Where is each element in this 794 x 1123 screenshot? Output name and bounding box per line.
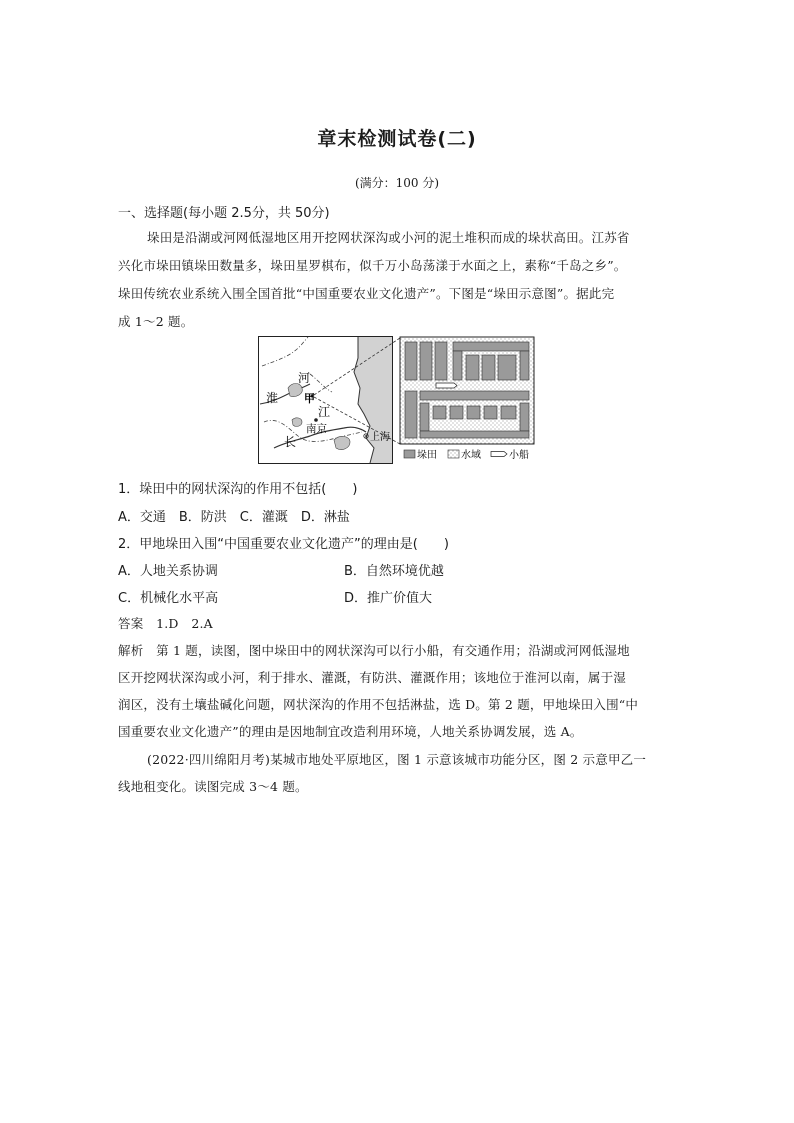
section-heading: 一、选择题(每小题 2.5分，共 50分)	[118, 206, 330, 221]
legend-water-label: 水域	[461, 450, 481, 461]
analysis-line-1: 解析 第 1 题，读图，图中垛田中的网状深沟可以行小船，有交通作用；沿湖或河网低湿地	[118, 643, 630, 658]
map-label-jiang: 江	[318, 405, 331, 419]
duotian-figure	[258, 336, 536, 464]
location-map	[259, 337, 393, 464]
analysis-line-3: 润区，没有土壤盐碱化问题，网状深沟的作用不包括淋盐，选 D。第 2 题，甲地垛田入围“中	[118, 697, 639, 712]
question-1-stem: 1．垛田中的网状深沟的作用不包括( )	[118, 482, 358, 497]
question-2-option-a: A．人地关系协调	[118, 564, 218, 579]
map-label-he: 河	[298, 371, 311, 385]
map-label-chang: 长	[284, 435, 297, 449]
map-label-jia: 甲	[304, 392, 315, 405]
passage1-line-2: 兴化市垛田镇垛田数量多，垛田星罗棋布，似千万小岛荡漾于水面之上，素称“千岛之乡”。	[118, 258, 627, 273]
passage1-line-4: 成 1～2 题。	[118, 314, 194, 329]
analysis-line-4: 国重要农业文化遗产”的理由是因地制宜改造利用环境，人地关系协调发展，选 A。	[118, 724, 583, 739]
score-note: (满分：100 分)	[354, 176, 440, 190]
question-2-option-c: C．机械化水平高	[118, 591, 219, 606]
question-2-option-d: D．推广价值大	[344, 591, 433, 606]
map-label-shanghai: 上海	[370, 432, 390, 443]
boat-icon	[436, 383, 457, 388]
question-1-options: A．交通 B．防洪 C．灌溉 D．淋盐	[118, 510, 350, 525]
legend-duotian-swatch	[404, 450, 415, 458]
analysis-line-2: 区开挖网状深沟或小河，利于排水、灌溉，有防洪、灌溉作用；该地位于淮河以南，属于湿	[118, 670, 627, 685]
question-2-stem: 2．甲地垛田入围“中国重要农业文化遗产”的理由是( )	[118, 537, 449, 552]
passage1-line-3: 垛田传统农业系统入围全国首批“中国重要农业文化遗产”。下图是“垛田示意图”。据此完	[118, 286, 615, 301]
passage2-line-2: 线地租变化。读图完成 3～4 题。	[118, 779, 308, 794]
map-label-nanjing: 南京	[306, 423, 327, 435]
answer-line: 答案 1.D 2.A	[118, 616, 213, 631]
legend-boat-icon	[491, 452, 507, 457]
legend-water-swatch	[448, 450, 459, 458]
duotian-detail	[400, 337, 534, 444]
figure-legend	[404, 448, 529, 461]
passage2-line-1: (2022·四川绵阳月考)某城市地处平原地区，图 1 示意该城市功能分区，图 2 示意甲乙一	[147, 752, 647, 767]
page-title: 章末检测试卷(二)	[317, 128, 477, 150]
map-label-huai: 淮	[266, 391, 279, 405]
legend-duotian-label: 垛田	[417, 450, 437, 461]
passage1-line-1: 垛田是沿湖或河网低湿地区用开挖网状深沟或小河的泥土堆积而成的垛状高田。江苏省	[147, 230, 630, 245]
question-2-option-b: B．自然环境优越	[344, 564, 444, 579]
legend-boat-label: 小船	[509, 450, 529, 461]
